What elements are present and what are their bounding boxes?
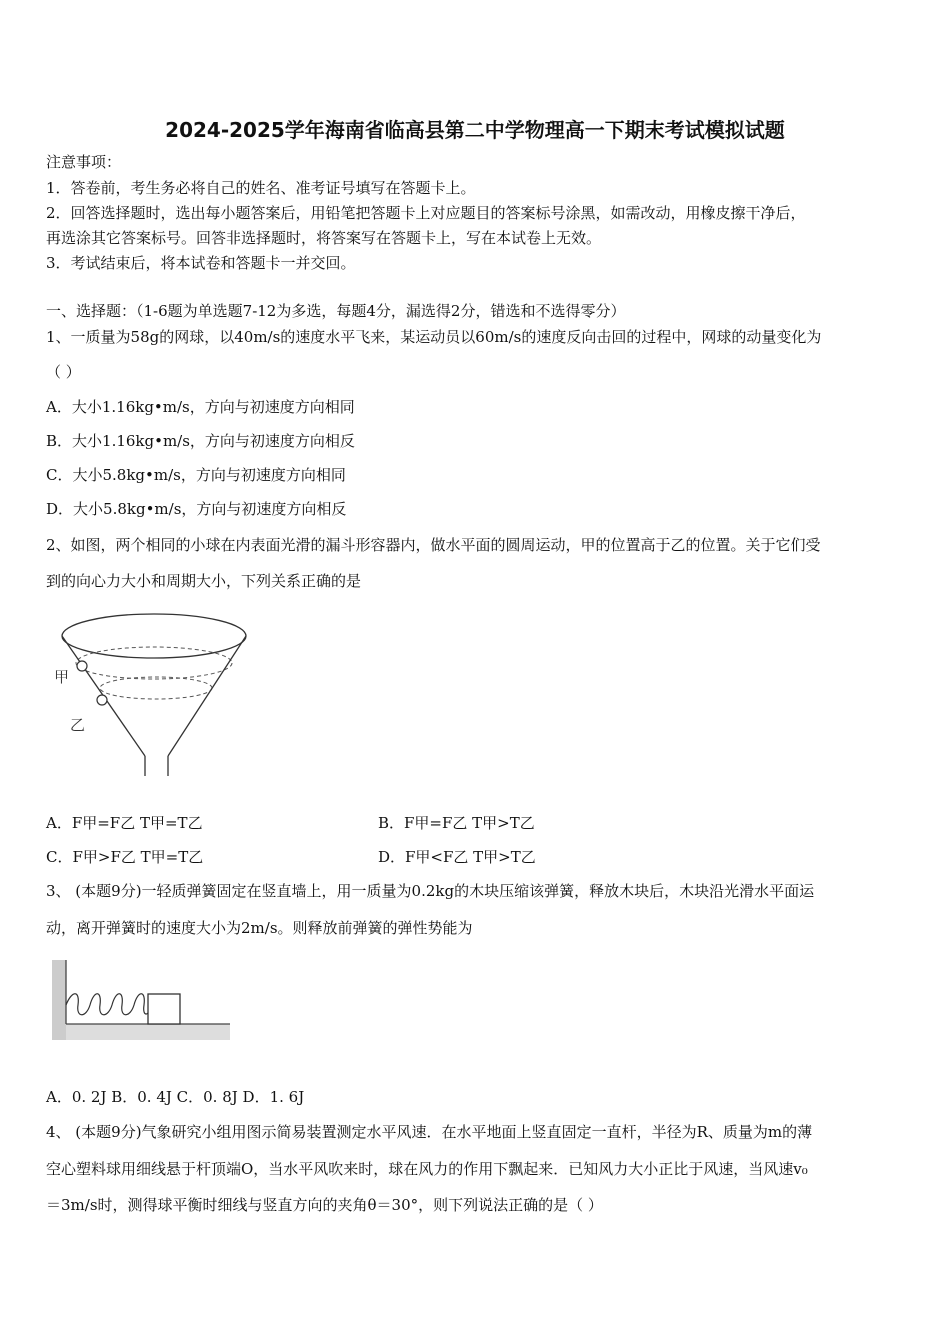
q4-stem: 4、 (本题9分)气象研究小组用图示简易装置测定水平风速．在水平地面上竖直固定一直杆，半径为R、质量为m的薄 bbox=[46, 1123, 813, 1141]
q2-option-b: B．F甲=F乙 T甲>T乙 bbox=[378, 814, 535, 832]
q1-stem-cont: （ ） bbox=[46, 363, 81, 381]
notice-item-2: 2．回答选择题时，选出每小题答案后，用铅笔把答题卡上对应题目的答案标号涂黑，如需改动，用橡皮擦干净后， bbox=[46, 204, 806, 222]
q2-stem: 2、如图，两个相同的小球在内表面光滑的漏斗形容器内，做水平面的圆周运动，甲的位置高于乙的位置。关于它们受 bbox=[46, 536, 821, 554]
label-jia: 甲 bbox=[54, 668, 70, 686]
notice-heading: 注意事项： bbox=[46, 153, 122, 171]
funnel-figure bbox=[50, 608, 250, 788]
q1-stem: 1、一质量为58g的网球，以40m/s的速度水平飞来，某运动员以60m/s的速度反向击回的过程中，网球的动量变化为 bbox=[46, 328, 822, 346]
q4-stem-cont-2: ＝3m/s时，测得球平衡时细线与竖直方向的夹角θ＝30°，则下列说法正确的是（ ） bbox=[46, 1196, 603, 1214]
spring-block-figure bbox=[50, 958, 235, 1048]
q1-option-a: A．大小1.16kg•m/s，方向与初速度方向相同 bbox=[46, 398, 355, 416]
label-yi: 乙 bbox=[70, 716, 86, 734]
q2-stem-cont: 到的向心力大小和周期大小，下列关系正确的是 bbox=[46, 572, 362, 590]
section-heading: 一、选择题：（1-6题为单选题7-12为多选，每题4分，漏选得2分，错选和不选得零分） bbox=[46, 302, 626, 320]
notice-item-3: 3．考试结束后，将本试卷和答题卡一并交回。 bbox=[46, 254, 356, 272]
q2-option-a: A．F甲=F乙 T甲=T乙 bbox=[46, 814, 203, 832]
q3-stem: 3、 (本题9分)一轻质弹簧固定在竖直墙上，用一质量为0.2kg的木块压缩该弹簧，释放木块后，木块沿光滑水平面运 bbox=[46, 882, 815, 900]
q3-stem-cont: 动，离开弹簧时的速度大小为2m/s。则释放前弹簧的弹性势能为 bbox=[46, 919, 473, 937]
q1-option-c: C．大小5.8kg•m/s，方向与初速度方向相同 bbox=[46, 466, 346, 484]
q2-option-d: D．F甲<F乙 T甲>T乙 bbox=[378, 848, 536, 866]
q4-stem-cont-1: 空心塑料球用细线悬于杆顶端O，当水平风吹来时，球在风力的作用下飘起来．已知风力大小正比于风速，当风速v₀ bbox=[46, 1160, 808, 1178]
notice-item-1: 1．答卷前，考生务必将自己的姓名、准考证号填写在答题卡上。 bbox=[46, 179, 476, 197]
page-title: 2024-2025学年海南省临高县第二中学物理高一下期末考试模拟试题 bbox=[165, 118, 785, 142]
q1-option-d: D．大小5.8kg•m/s，方向与初速度方向相反 bbox=[46, 500, 347, 518]
q3-options: A．0. 2J B．0. 4J C．0. 8J D．1. 6J bbox=[46, 1088, 305, 1106]
q2-option-c: C．F甲>F乙 T甲=T乙 bbox=[46, 848, 204, 866]
q1-option-b: B．大小1.16kg•m/s，方向与初速度方向相反 bbox=[46, 432, 355, 450]
notice-item-2-cont: 再选涂其它答案标号。回答非选择题时，将答案写在答题卡上，写在本试卷上无效。 bbox=[46, 229, 602, 247]
